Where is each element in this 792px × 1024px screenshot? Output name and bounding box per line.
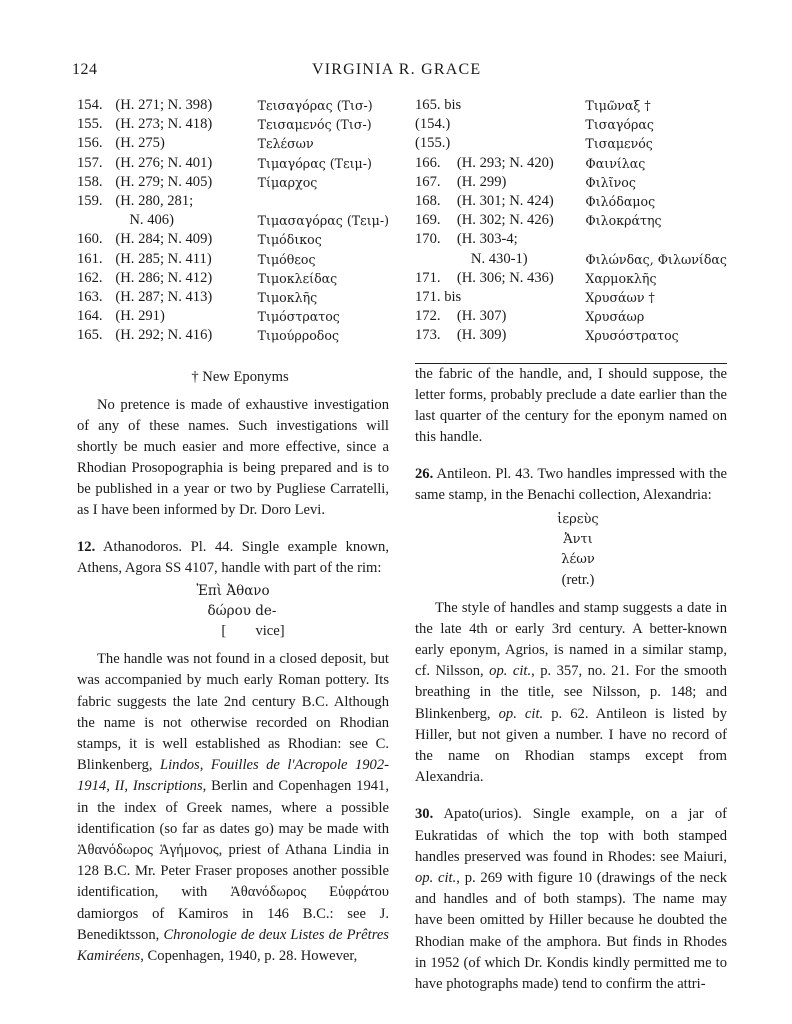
eponym-name: Τιμόθεος	[257, 251, 316, 267]
running-header: VIRGINIA R. GRACE	[312, 61, 482, 78]
entry-number: 160.	[77, 231, 103, 248]
entry-reference: (H. 280, 281;	[115, 193, 194, 210]
list-item	[77, 230, 389, 249]
entry-reference: (H. 292; N. 416)	[115, 327, 213, 344]
eponym-name: Φιλῖνος	[585, 174, 636, 190]
entry-number: 170.	[415, 231, 441, 248]
eponym-list-right	[415, 96, 727, 346]
entry-reference: N. 430-1)	[470, 250, 528, 267]
list-item	[415, 326, 727, 345]
eponym-name: Τιμόστρατος	[257, 309, 340, 325]
entry-number: 172.	[415, 308, 441, 325]
list-item	[77, 250, 389, 269]
entry-number: 30.	[415, 806, 434, 823]
entry-number: 155.	[77, 116, 103, 133]
list-item	[77, 96, 389, 115]
right-column	[415, 96, 727, 995]
entry-reference: (H. 291)	[115, 308, 165, 325]
eponym-name: Φαινίλας	[585, 155, 646, 171]
eponym-name: Φιλοκράτης	[585, 213, 662, 229]
eponym-name: Χρυσάων †	[585, 290, 655, 306]
list-item	[415, 173, 727, 192]
entry-number: 165.	[77, 327, 103, 344]
new-eponyms-heading: † New Eponyms	[191, 368, 289, 385]
list-item	[77, 288, 389, 307]
entry-12-discussion: The handle was not found in a closed deposit, but was accompanied by much early Roman pottery. Its fabric suggests the late 2nd century B.C. Although the name is not otherwise recorded on Rhodian stamps, it is well established as Rhodian: see C. Blinkenberg, Lindos, Fouilles de l'Acropole 1902-1914, II, Inscriptions, Berlin and Copenhagen 1941, in the index of Greek names, where a possible identification (so far as dates go) may be made with Ἀθανόδωρος Ἁγήμονος, priest of Athana Lindia in 128 B.C. Mr. Peter Fraser proposes another possible identification, with Ἀθανόδωρος Εὐφράτου damiorgos of Kamiros in 146 B.C.: see J. Benediktsson, Chronologie de deux Listes de Prêtres Kamiréens, Copenhagen, 1940, p. 28. However,	[77, 651, 389, 965]
stamp-12: Ἐπὶ Ἀθανο δώρου de- [ vice]	[196, 583, 285, 640]
list-item	[77, 326, 389, 345]
entry-number: 167.	[415, 173, 441, 190]
eponym-name: Χαρμοκλῆς	[585, 270, 657, 286]
list-item	[77, 211, 389, 230]
eponym-name: Φιλόδαμος	[585, 194, 656, 210]
eponym-name: Φιλώνδας, Φιλωνίδας	[585, 251, 727, 267]
eponym-name: Τελέσων	[257, 136, 314, 152]
list-item	[415, 115, 727, 134]
entry-reference: N. 406)	[129, 212, 174, 229]
entry-number	[77, 211, 115, 230]
list-item	[415, 134, 727, 153]
eponym-list-left	[77, 96, 389, 346]
entry-number: 165. bis	[415, 97, 462, 113]
eponym-name: Τισαμενός	[585, 136, 653, 152]
eponym-name: Τιμαγόρας (Τειμ-)	[257, 155, 372, 171]
entry-number: 171. bis	[415, 289, 462, 306]
entry-12: 12. Athanodoros. Pl. 44. Single example known, Athens, Agora SS 4107, handle with part of the rim:	[77, 539, 389, 577]
entry-reference: (H. 285; N. 411)	[115, 250, 212, 267]
entry-number: 168.	[415, 193, 441, 210]
eponym-name: Χρυσάωρ	[585, 309, 645, 325]
list-item	[77, 269, 389, 288]
entry-reference: (H. 286; N. 412)	[115, 269, 213, 286]
entry-reference: (H. 301; N. 424)	[456, 193, 554, 210]
list-item	[415, 154, 727, 173]
entry-number: 169.	[415, 212, 441, 229]
page-number: 124	[72, 61, 98, 78]
entry-number: 161.	[77, 250, 103, 267]
list-item	[77, 115, 389, 134]
list-item	[415, 250, 727, 269]
list-item	[77, 134, 389, 153]
left-column	[77, 96, 389, 967]
entry-reference: (H. 293; N. 420)	[456, 154, 554, 171]
list-item	[77, 154, 389, 173]
entry-12-continued: the fabric of the handle, and, I should suppose, the letter forms, probably preclude a date earlier than the last quarter of the century for the eponym named on this handle.	[415, 365, 727, 445]
eponym-name: Τισαγόρας	[585, 117, 654, 133]
entry-number: 162.	[77, 269, 103, 286]
entry-reference: (H. 299)	[456, 173, 507, 190]
entry-number: 156.	[77, 135, 103, 152]
entry-reference: (H. 287; N. 413)	[115, 289, 213, 306]
eponym-name: Τιμῶναξ †	[585, 98, 651, 113]
entry-reference: (H. 284; N. 409)	[115, 231, 213, 248]
entry-number: 158.	[77, 173, 103, 190]
list-item	[415, 211, 727, 230]
entry-number: 171.	[415, 269, 441, 286]
list-item	[77, 173, 389, 192]
list-item	[415, 288, 727, 307]
eponym-name: Τίμαρχος	[257, 174, 318, 190]
entry-number: 159.	[77, 193, 103, 210]
eponym-name	[585, 230, 727, 249]
intro-paragraph: No pretence is made of exhaustive investigation of any of these names. Such investigations will shortly be much easier and more effective, since a Rhodian Prosopographia is being prepared and is to be published in a year or two by Pugliese Carratelli, as I have been informed by Dr. Doro Levi.	[77, 397, 389, 519]
entry-reference: (H. 306; N. 436)	[456, 269, 554, 286]
eponym-name: Τιμόδικος	[257, 232, 322, 248]
entry-reference: (H. 303-4;	[456, 231, 518, 248]
entry-reference: (H. 275)	[115, 135, 165, 152]
entry-number: 12.	[77, 539, 96, 556]
entry-reference: (H. 302; N. 426)	[456, 212, 554, 229]
list-item	[415, 307, 727, 326]
entry-number: 173.	[415, 327, 441, 344]
list-item	[415, 96, 727, 115]
entry-number: 154.	[77, 97, 103, 113]
eponym-name: Τιμοκλῆς	[257, 290, 318, 306]
entry-number: 26.	[415, 465, 434, 482]
eponym-name	[258, 192, 389, 211]
entry-number: (154.)	[415, 116, 451, 133]
entry-reference: (H. 273; N. 418)	[115, 116, 213, 133]
entry-reference: (H. 279; N. 405)	[115, 173, 213, 190]
eponym-name: Τεισαγόρας (Τισ-)	[257, 98, 373, 113]
list-item	[77, 192, 389, 211]
entry-26-discussion: The style of handles and stamp suggests a date in the late 4th or early 3rd century. A better-known early eponym, Agrios, is named in a similar stamp, cf. Nilsson, op. cit., p. 357, no. 21. For the smooth breathing in the title, see Nilsson, p. 148; and Blinkenberg, op. cit. p. 62. Antileon is listed by Hiller, but not given a number. I have no record of the name on Rhodian stamps except from Alexandria.	[415, 599, 727, 786]
eponym-name: Τεισαμενός (Τισ-)	[257, 117, 372, 133]
entry-number: 157.	[77, 154, 103, 171]
eponym-name: Τιμοκλείδας	[257, 270, 338, 286]
entry-reference: (H. 309)	[456, 327, 507, 344]
entry-number: (155.)	[415, 135, 451, 152]
list-item	[415, 192, 727, 211]
entry-number: 164.	[77, 308, 103, 325]
eponym-name: Χρυσόστρατος	[585, 328, 679, 344]
entry-number: 163.	[77, 289, 103, 306]
entry-30: 30. Apato(urios). Single example, on a jar of Eukratidas of which the top with both stamped handles preserved was found in Rhodes: see Maiuri, op. cit., p. 269 with figure 10 (drawings of the neck and handles and of both stamps). The name may have been omitted by Hiller because he doubted the Rhodian make of the amphora. But finds in Rhodes in 1952 (of which Dr. Kondis kindly permitted me to have photographs made) tend to confirm the attri-	[415, 806, 727, 993]
list-item	[77, 307, 389, 326]
eponym-name: Τιμασαγόρας (Τειμ-)	[257, 213, 389, 229]
list-item	[415, 230, 727, 249]
entry-reference: (H. 276; N. 401)	[115, 154, 213, 171]
entry-26: 26. Antileon. Pl. 43. Two handles impressed with the same stamp, in the Benachi collection, Alexandria:	[415, 465, 727, 503]
list-item	[415, 269, 727, 288]
entry-reference: (H. 307)	[456, 308, 507, 325]
entry-number	[415, 250, 457, 269]
eponym-name: Τιμούρροδος	[257, 328, 340, 344]
entry-number: 166.	[415, 154, 441, 171]
entry-reference: (H. 271; N. 398)	[115, 97, 213, 113]
stamp-26: ἱερεὺς Ἀντι λέων (retr.)	[557, 511, 599, 588]
